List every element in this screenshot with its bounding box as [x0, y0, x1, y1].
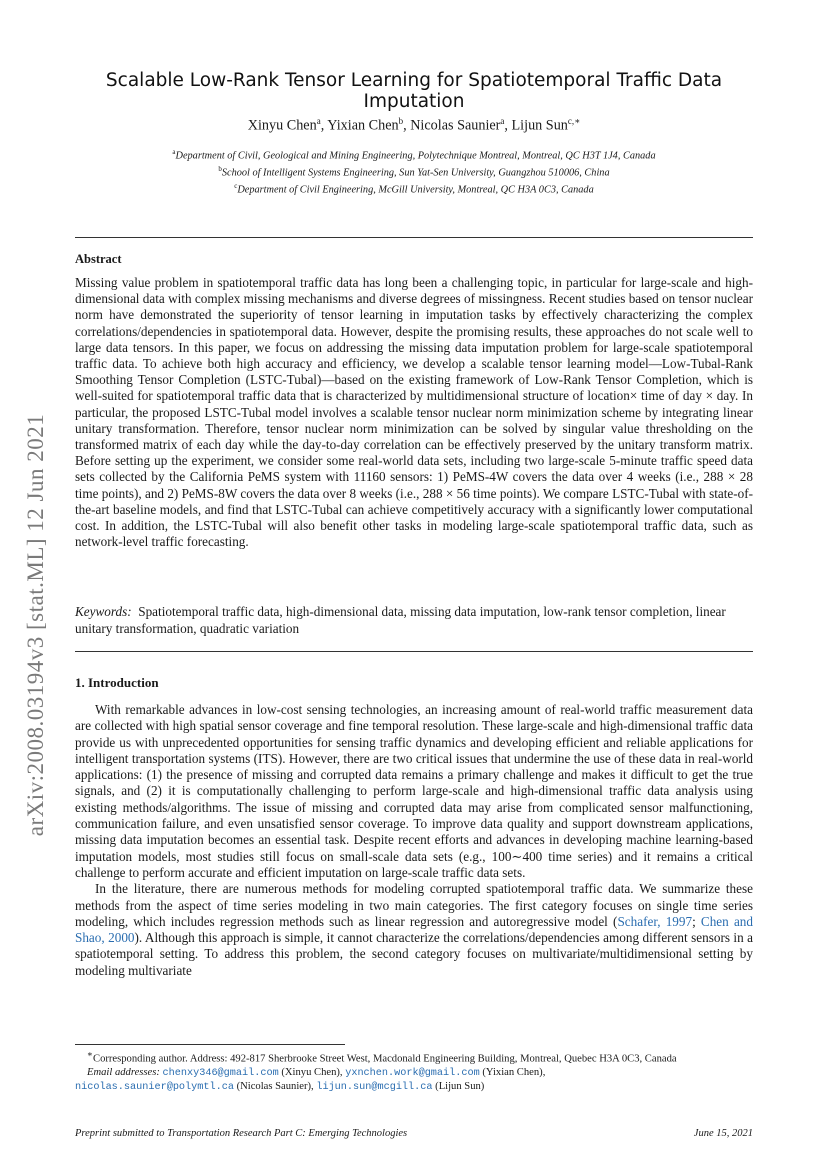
introduction-body — [75, 702, 753, 979]
email-label: Email addresses: — [87, 1066, 160, 1078]
citation-link[interactable]: Chen and Shao, 2000 — [75, 913, 753, 946]
citation-author: Chen and Shao — [75, 913, 753, 946]
section-heading: 1. Introduction — [75, 675, 159, 690]
email-owner: (Nicolas Saunier), — [236, 1081, 314, 1093]
paper-title: Scalable Low-Rank Tensor Learning for Spatiotemporal Traffic Data Imputation — [105, 70, 723, 112]
email-link[interactable]: lijun.sun@mcgill.ca — [316, 1082, 433, 1094]
citation-link[interactable]: Schafer, 1997 — [617, 913, 693, 929]
affiliation-list — [75, 146, 753, 197]
email-link[interactable]: chenxy346@gmail.com — [162, 1067, 279, 1079]
preprint-date: June 15, 2021 — [693, 1128, 753, 1139]
affiliation-line — [75, 163, 753, 180]
affiliation-line — [75, 146, 753, 163]
author-list: Xinyu Chen$^a$, Yixian Chen$^b$, Nicolas Saunier$^a$, Lijun Sun$^{c,∗}$ — [247, 116, 581, 134]
author-affil-mark: c,∗ — [567, 116, 581, 126]
paragraph-text: ). Although this approach is simple, it cannot characterize the correlations/dependencies among different sensors in a spatiotemporal setting. To address this problem, the second category focuses on multivariate/multidimensional setting by modeling multivariate — [75, 930, 754, 978]
author-name: Yixian Chen — [327, 117, 399, 134]
footnote — [75, 1048, 753, 1094]
affiliation-text: Department of Civil, Geological and Mining Engineering, Polytechnique Montreal, Montreal, QC H3T 1J4, Canada — [175, 150, 656, 162]
author-affil-mark: b — [398, 116, 404, 126]
email-owner: (Yixian Chen), — [482, 1066, 546, 1078]
keywords-label: Keywords: — [75, 604, 132, 619]
citation-year: 2000 — [108, 930, 135, 946]
affiliation-mark: a — [172, 148, 176, 156]
paragraph: In the literature, there are numerous methods for modeling corrupted spatiotemporal traffic data. We summarize these methods from the aspect of time series modeling in two main categories. The first category focuses on single time series modeling, which includes regression methods such as linear regression and autoregressive model (Schafer, 1997; Chen and Shao, 2000). Although this approach is simple, it cannot characterize the correlations/dependencies among different sensors in a spatiotemporal setting. To address this problem, the second category focuses on multivariate/multidimensional setting by modeling multivariate — [75, 881, 754, 978]
email-link[interactable]: yxnchen.work@gmail.com — [345, 1067, 480, 1079]
arxiv-identifier — [16, 365, 56, 885]
abstract-heading: Abstract — [75, 252, 122, 266]
footnote-corresponding — [75, 1048, 753, 1066]
author-name: Lijun Sun — [511, 117, 568, 134]
email-link[interactable]: nicolas.saunier@polymtl.ca — [75, 1082, 234, 1094]
citation-author: Schafer — [617, 913, 658, 929]
author-affil-mark: a — [316, 116, 321, 126]
affiliation-line — [75, 180, 753, 197]
abstract-bottom-rule — [75, 651, 753, 652]
footnote-text: Corresponding author. Address: 492-817 Sherbrooke Street West, Macdonald Engineering Building, Montreal, Quebec H3A 0C3, Canada — [93, 1053, 677, 1065]
footnote-rule — [75, 1044, 345, 1045]
paragraph: With remarkable advances in low-cost sensing technologies, an increasing amount of real-world traffic measurement data are collected with high spatial sensor coverage and fine temporal resolution. These large-scale and high-dimensional traffic data provide us with unprecedented opportunities for sensing traffic dynamics and developing efficient and reliable applications for intelligent transportation systems (ITS). However, there are two critical issues that undermine the use of these data in real-world applications: (1) the presence of missing and corrupted data remains a primary challenge and makes it difficult to get the true signals, and (2) it is computationally challenging to perform large-scale and high-dimensional traffic data analysis using existing methods/algorithms. The issue of missing and corrupted data may arise from complicated sensor malfunctioning, communication failure, and even unsatisfied sensor coverage. To improve data quality and support downstream applications, missing data imputation becomes an essential task. Despite recent efforts and advances in developing machine learning-based imputation models, most studies still focus on small-scale data sets (e.g., 100∼400 time series) and it remains a critical challenge to perform accurate and efficient imputation on large-scale traffic data sets. — [75, 702, 753, 880]
footnote-mark: ∗ — [87, 1049, 94, 1059]
author-affil-mark: a — [500, 116, 505, 126]
abstract-top-rule — [75, 237, 753, 238]
arxiv-identifier-text: arXiv:2008.03194v3 [stat.ML] 12 Jun 2021 — [23, 413, 48, 837]
paragraph-text: In the literature, there are numerous methods for modeling corrupted spatiotemporal traffic data. We summarize these methods from the aspect of time series modeling in two main categories. The first category focuses on single time series modeling, which includes regression methods such as linear regression and autoregressive model ( — [75, 881, 753, 929]
author-name: Nicolas Saunier — [410, 117, 501, 134]
footnote-emails — [75, 1066, 753, 1080]
affiliation-mark: c — [234, 181, 238, 190]
keywords-text: Spatiotemporal traffic data, high-dimensional data, missing data imputation, low-rank tensor completion, linear unitary transformation, quadratic variation — [75, 604, 726, 636]
keywords — [75, 604, 753, 637]
citation-year: 1997 — [665, 913, 693, 929]
affiliation-mark: b — [218, 164, 222, 173]
email-owner: (Xinyu Chen), — [281, 1066, 343, 1078]
affiliation-text: Department of Civil Engineering, McGill University, Montreal, QC H3A 0C3, Canada — [237, 184, 594, 196]
affiliation-text: School of Intelligent Systems Engineering, Sun Yat-Sen University, Guangzhou 510006, China — [221, 167, 610, 179]
author-name: Xinyu Chen — [247, 117, 317, 134]
abstract-text: Missing value problem in spatiotemporal traffic data has long been a challenging topic, in particular for large-scale and high-dimensional data with complex missing mechanisms and diverse degrees of missingness. Recent studies based on tensor nuclear norm have demonstrated the superiority of tensor learning in imputation tasks by effectively characterizing the complex correlations/dependencies in spatiotemporal data. However, despite the promising results, these approaches do not scale well to large data tensors. In this paper, we focus on addressing the missing data imputation problem for large-scale spatiotemporal traffic data. To achieve both high accuracy and efficiency, we develop a scalable tensor learning model—Low-Tubal-Rank Smoothing Tensor Completion (LSTC-Tubal)—based on the existing framework of Low-Rank Tensor Completion, which is well-suited for spatiotemporal traffic data that is characterized by multidimensional structure of location× time of day × day. In particular, the proposed LSTC-Tubal model involves a scalable tensor nuclear norm minimization scheme by integrating linear unitary transformation. Therefore, tensor nuclear norm minimization can be solved by singular value thresholding on the transformed matrix of each day while the day-to-day correlation can be effectively preserved by the unitary transform matrix. Before setting up the experiment, we consider some real-world data sets, including two large-scale 5-minute traffic speed data sets collected by the California PeMS system with 11160 sensors: 1) PeMS-4W covers the data over 4 weeks (i.e., 288 × 28 time points), and 2) PeMS-8W covers the data over 8 weeks (i.e., 288 × 56 time points). We compare LSTC-Tubal with state-of-the-art baseline models, and find that LSTC-Tubal can achieve competitively accuracy with a significantly lower computational cost. In addition, the LSTC-Tubal will also benefit other tasks in modeling large-scale spatiotemporal traffic data, such as network-level traffic forecasting. — [75, 275, 753, 550]
footnote-emails-cont — [75, 1080, 753, 1094]
preprint-note: Preprint submitted to Transportation Research Part C: Emerging Technologies — [75, 1128, 408, 1139]
email-owner: (Lijun Sun) — [435, 1081, 485, 1093]
